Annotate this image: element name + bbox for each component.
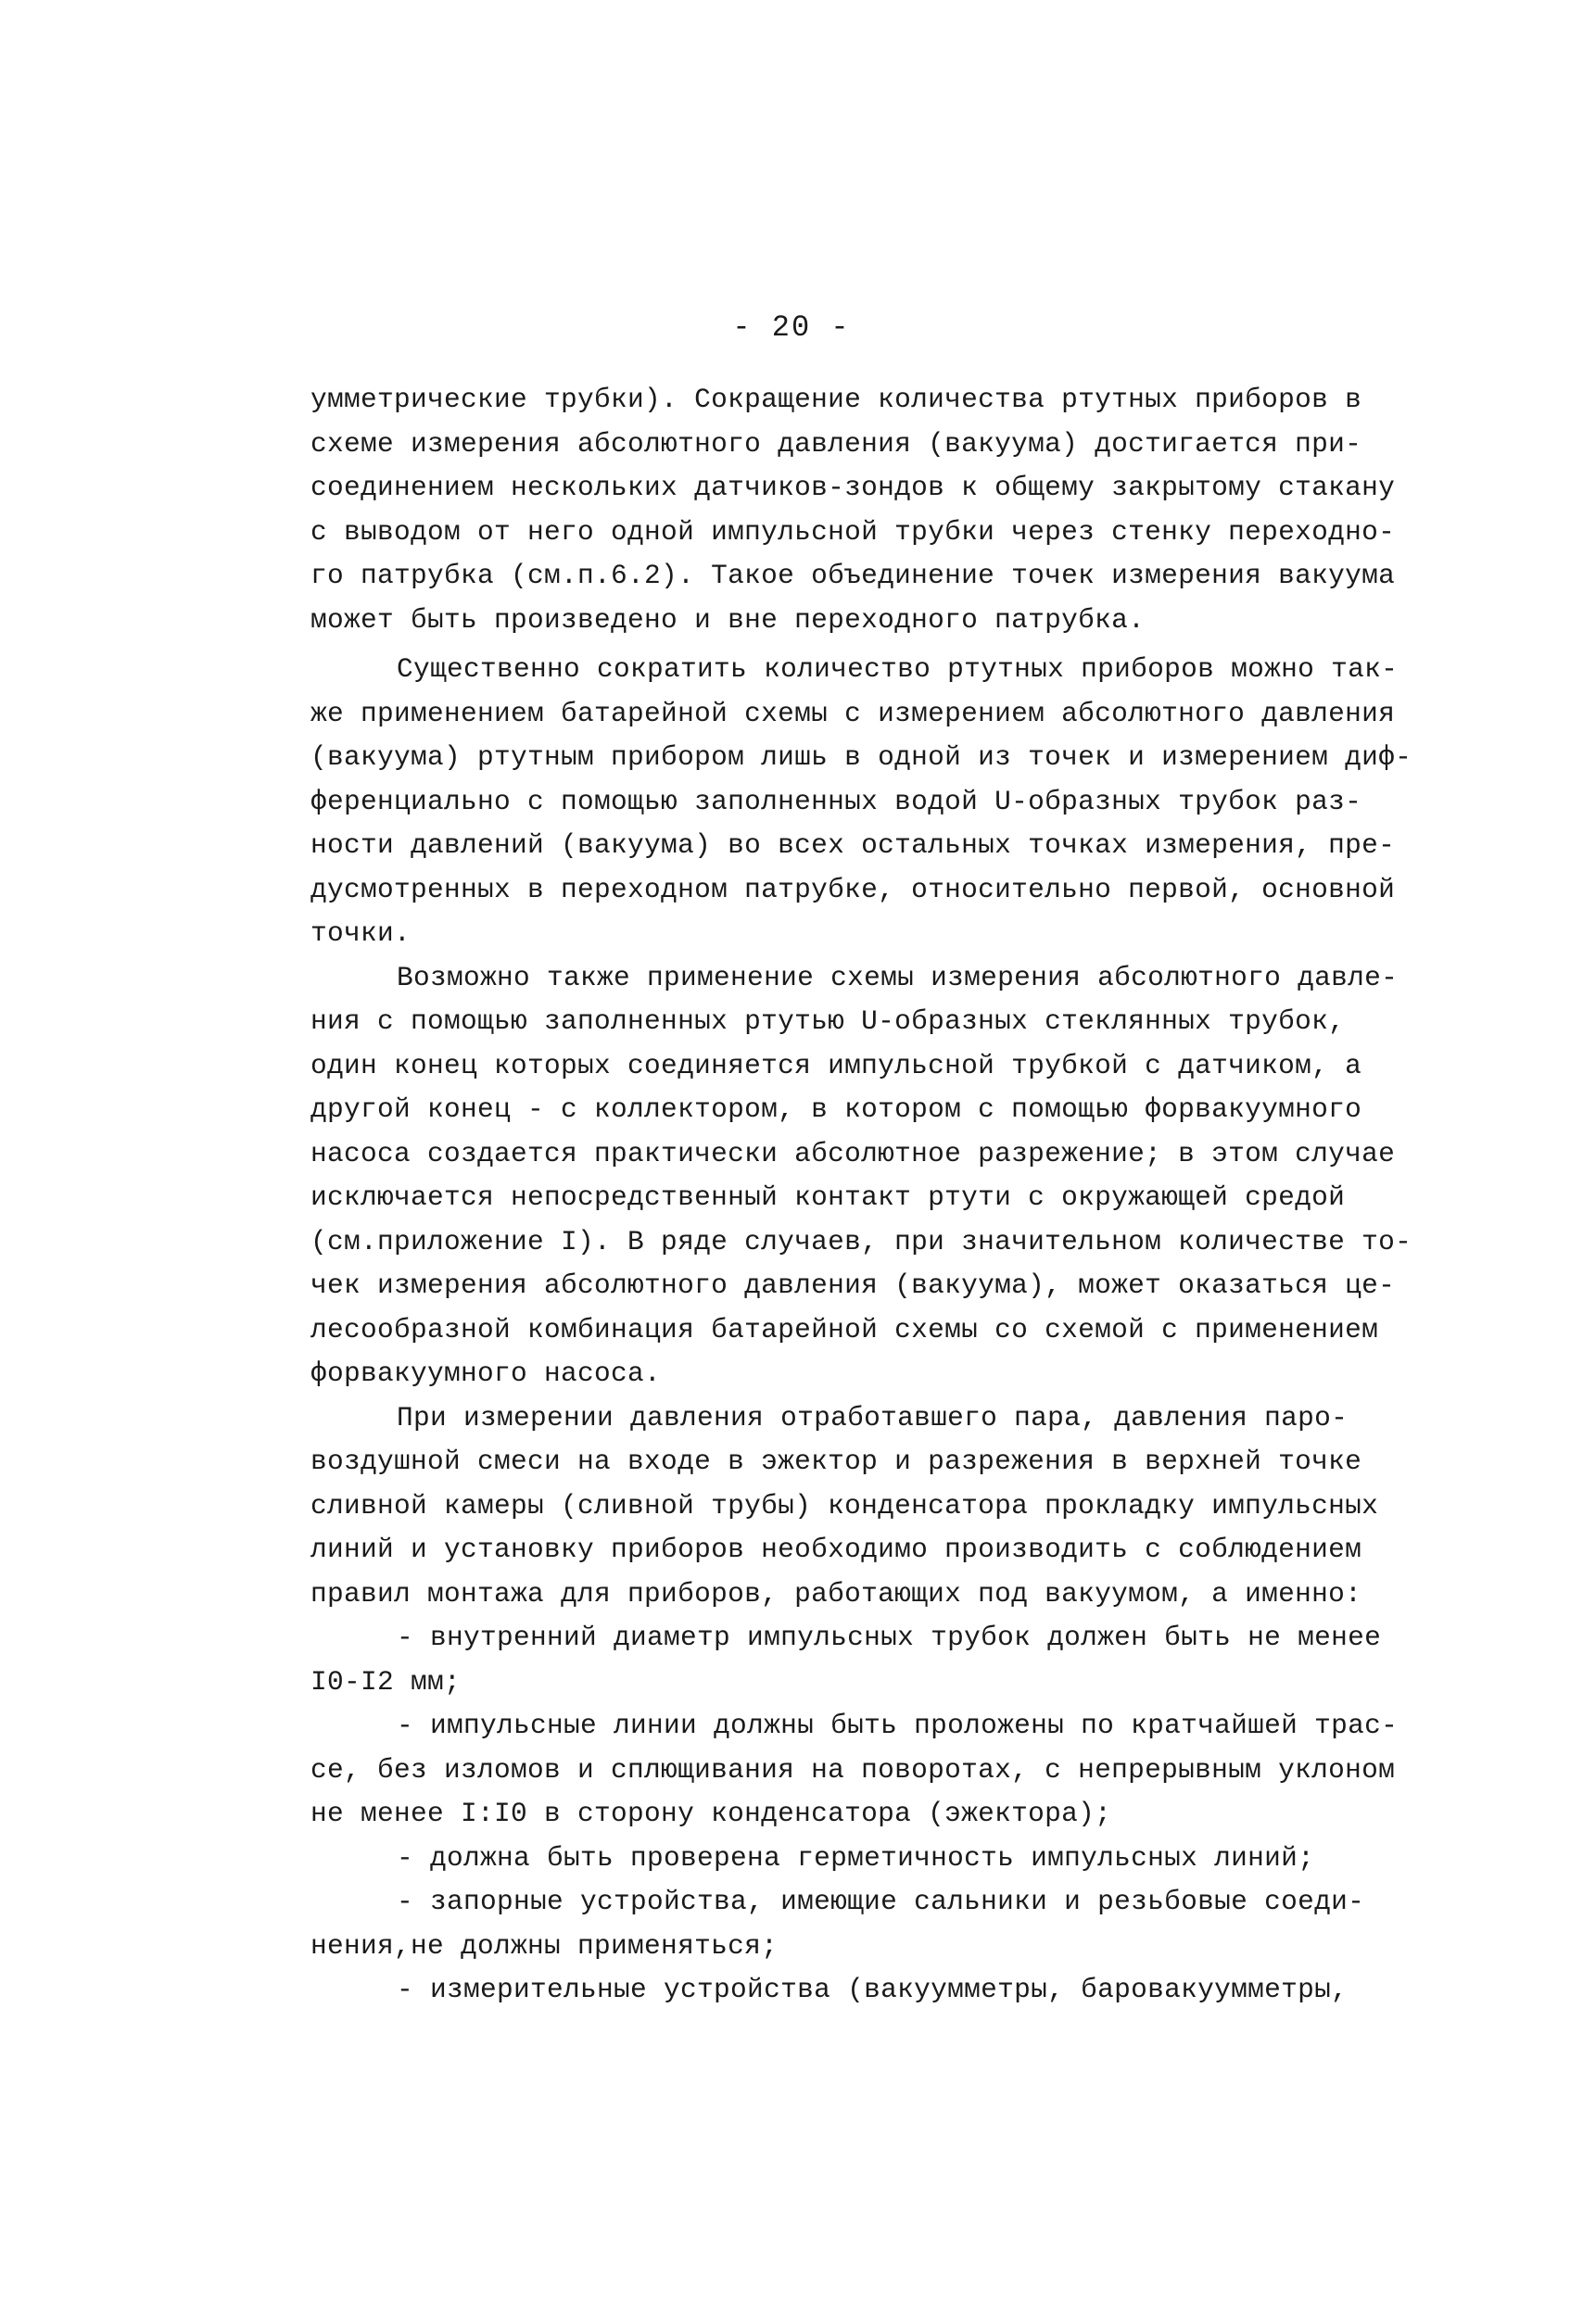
text-line: линий и установку приборов необходимо производить с соблюдением bbox=[310, 1534, 1362, 1565]
text-line: правил монтажа для приборов, работающих под вакуумом, а именно: bbox=[310, 1577, 1362, 1610]
text-line: ния с помощью заполненных ртутью U-образных стеклянных трубок, bbox=[310, 1005, 1346, 1037]
list-item: - должна быть проверена герметичность импульсных линий; bbox=[397, 1841, 1315, 1874]
text-line: воздушной смеси на входе в эжектор и разрежения в верхней точке bbox=[310, 1446, 1362, 1477]
list-item: - внутренний диаметр импульсных трубок должен быть не менее bbox=[397, 1622, 1382, 1653]
text-line: (вакуума) ртутным прибором лишь в одной из точек и измерением диф- bbox=[310, 741, 1412, 773]
text-line: го патрубка (см.п.6.2). Такое объединение точек измерения вакуума bbox=[310, 560, 1396, 591]
text-line: дусмотренных в переходном патрубке, относительно первой, основной bbox=[310, 873, 1396, 905]
text-line: умметрические трубки). Сокращение количества ртутных приборов в bbox=[310, 384, 1362, 415]
list-item: - импульсные линии должны быть проложены по кратчайшей трас- bbox=[397, 1710, 1399, 1741]
text-line: сливной камеры (сливной трубы) конденсатора прокладку импульсных bbox=[310, 1489, 1379, 1522]
paragraph-first-line: Существенно сократить количество ртутных приборов можно так- bbox=[397, 653, 1399, 685]
text-line: один конец которых соединяется импульсной трубкой с датчиком, а bbox=[310, 1049, 1362, 1081]
text-line: ности давлений (вакуума) во всех остальных точках измерения, пре- bbox=[310, 829, 1396, 861]
text-line: не менее I:I0 в сторону конденсатора (эжектора); bbox=[310, 1798, 1112, 1829]
text-line: схеме измерения абсолютного давления (вакуума) достигается при- bbox=[310, 427, 1362, 460]
body-text bbox=[310, 378, 1469, 2013]
text-line: лесообразной комбинация батарейной схемы со схемой с применением bbox=[310, 1313, 1379, 1345]
text-line: же применением батарейной схемы с измерением абсолютного давления bbox=[310, 697, 1396, 729]
text-line: чек измерения абсолютного давления (вакуума), может оказаться це- bbox=[310, 1269, 1396, 1301]
text-line: точки. bbox=[310, 917, 412, 949]
text-line: форвакуумного насоса. bbox=[310, 1358, 662, 1389]
list-item: - измерительные устройства (вакуумметры, баровакуумметры, bbox=[397, 1974, 1349, 2005]
text-line: ференциально с помощью заполненных водой U-образных трубок раз- bbox=[310, 785, 1362, 817]
text-line: соединением нескольких датчиков-зондов к общему закрытому стакану bbox=[310, 472, 1396, 503]
text-line: I0-I2 мм; bbox=[310, 1665, 462, 1698]
paragraph-first-line: Возможно также применение схемы измерения абсолютного давле- bbox=[397, 961, 1399, 993]
text-line: нения,не должны применяться; bbox=[310, 1929, 779, 1962]
list-item: - запорные устройства, имеющие сальники и резьбовые соеди- bbox=[397, 1886, 1365, 1917]
text-line: с выводом от него одной импульсной трубки через стенку переходно- bbox=[310, 515, 1396, 548]
paragraph-first-line: При измерении давления отработавшего пара, давления паро- bbox=[397, 1401, 1349, 1434]
text-line: другой конец - с коллектором, в котором с помощью форвакуумного bbox=[310, 1093, 1362, 1125]
text-line: может быть произведено и вне переходного патрубка. bbox=[310, 603, 1146, 636]
text-line: насоса создается практически абсолютное разрежение; в этом случае bbox=[310, 1137, 1396, 1169]
page-number: - 20 - bbox=[732, 310, 851, 345]
text-line: се, без изломов и сплющивания на поворотах, с непрерывным уклоном bbox=[310, 1753, 1396, 1786]
text-line: исключается непосредственный контакт ртути с окружающей средой bbox=[310, 1181, 1346, 1213]
text-line: (см.приложение I). В ряде случаев, при значительном количестве то- bbox=[310, 1225, 1412, 1257]
